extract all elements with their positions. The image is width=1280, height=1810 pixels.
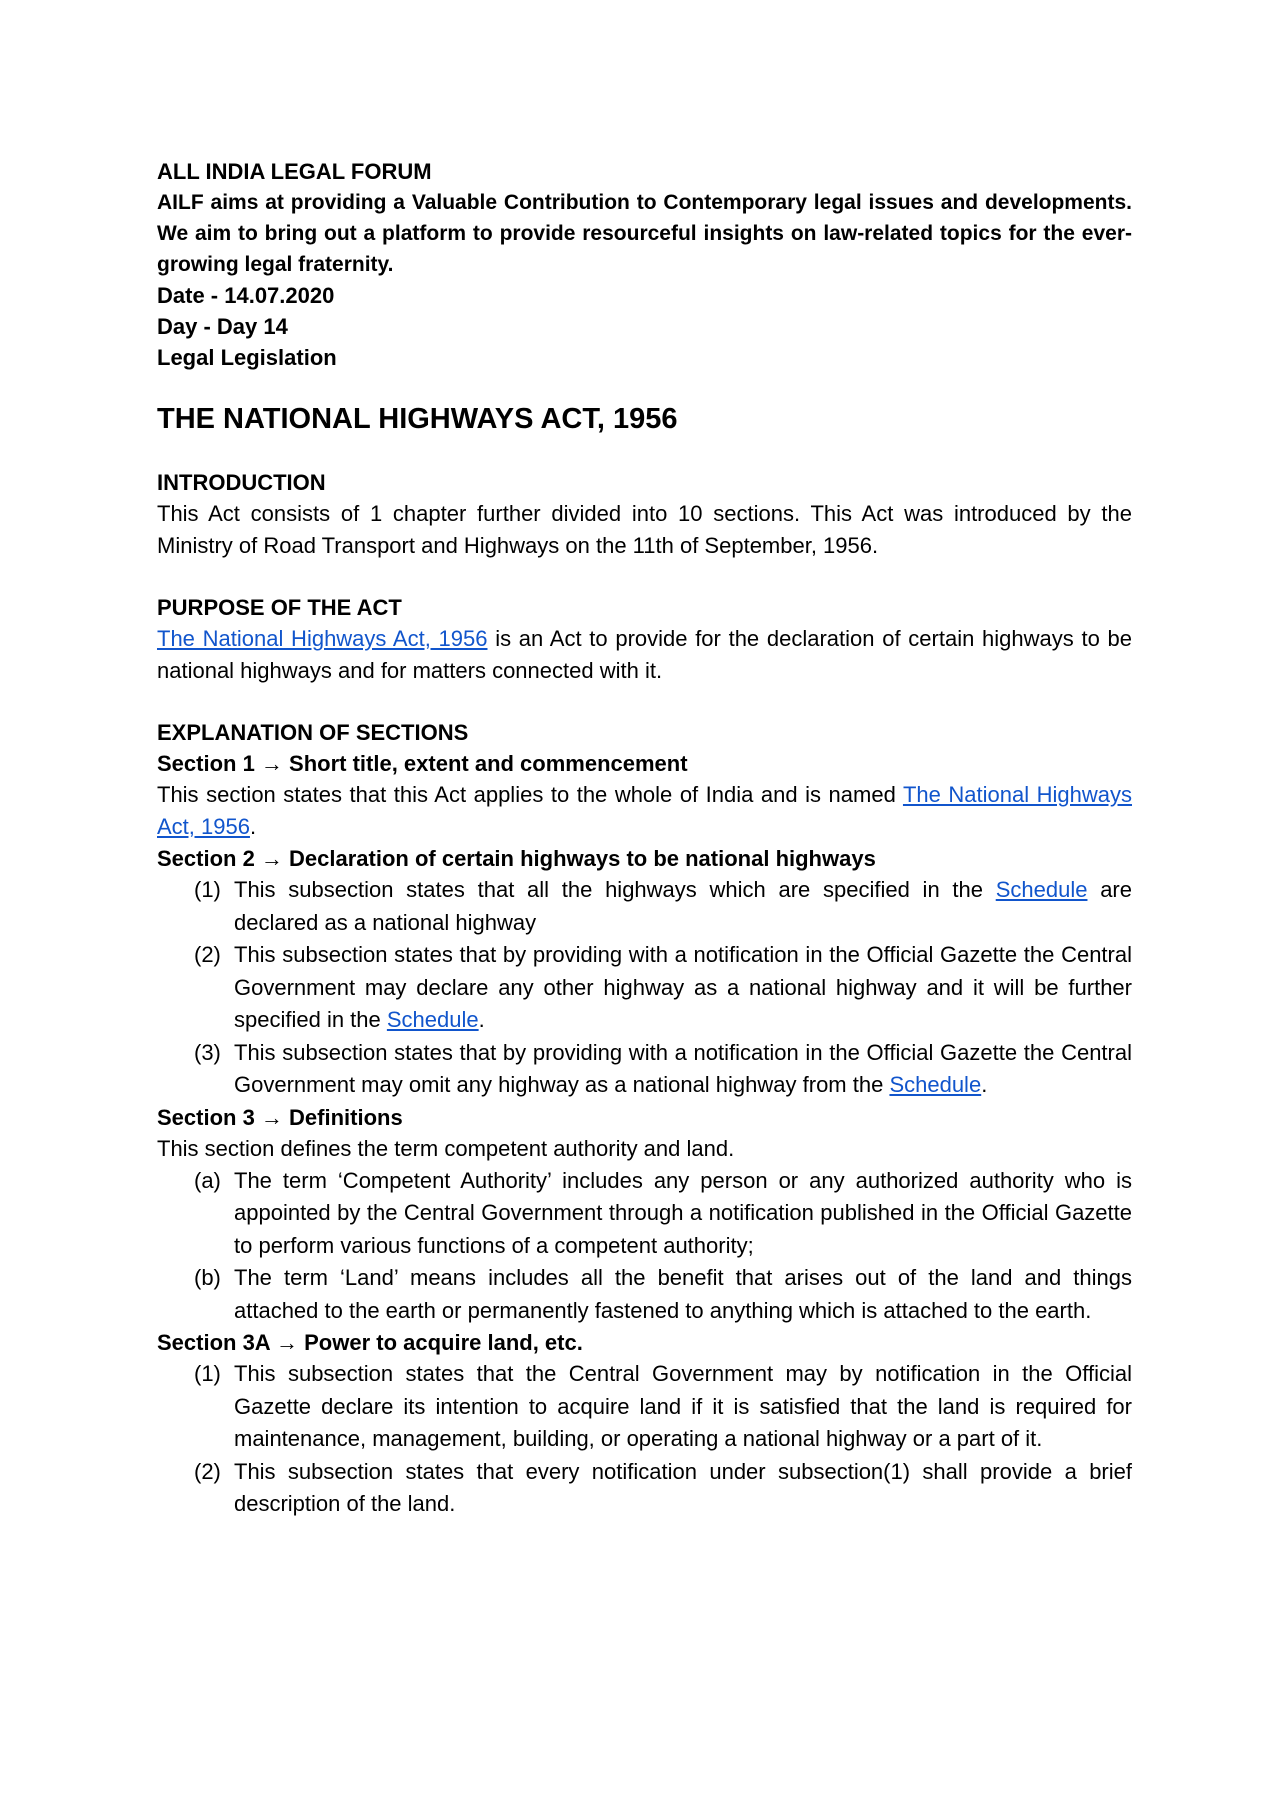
spacer	[157, 437, 1132, 467]
list-item: (2) This subsection states that by providing with a notification in the Official Gazette the Central Government may declare any other highway as a national highway and it will be further specified in the Schedule.	[157, 939, 1132, 1037]
sections-heading: EXPLANATION OF SECTIONS	[157, 720, 469, 745]
list-item: (2) This subsection states that every notification under subsection(1) shall provide a brief description of the land.	[157, 1456, 1132, 1521]
introduction-heading: INTRODUCTION	[157, 470, 326, 495]
section-2-heading: Section 2 → Declaration of certain highways to be national highways	[157, 846, 876, 871]
spacer	[157, 687, 1132, 717]
act-link[interactable]: The National Highways Act, 1956	[157, 782, 1132, 839]
purpose-text-body: is an Act to provide for the declaration of certain highways to be national highways and for matters connected with it.	[157, 626, 1132, 683]
section-3-heading: Section 3 → Definitions	[157, 1104, 403, 1130]
org-tagline: AILF aims at providing a Valuable Contribution to Contemporary legal issues and developments. We aim to bring out a platform to provide resourceful insights on law-related topics for the ever-growing legal fraternity.	[157, 191, 1132, 276]
schedule-link[interactable]: Schedule	[889, 1072, 982, 1097]
date-line: Date - 14.07.2020	[157, 283, 335, 308]
item-number: (2)	[194, 942, 221, 967]
section-3a-list	[157, 1358, 1132, 1521]
introduction-text: This Act consists of 1 chapter further divided into 10 sections. This Act was introduced by the Ministry of Road Transport and Highways on the 11th of September, 1956.	[157, 501, 1132, 558]
purpose-text	[157, 623, 1132, 687]
item-number: (3)	[194, 1039, 221, 1065]
category-line: Legal Legislation	[157, 345, 337, 370]
act-link[interactable]: The National Highways Act, 1956	[157, 626, 488, 651]
schedule-link[interactable]: Schedule	[995, 877, 1088, 902]
section-1-text: This section states that this Act applies to the whole of India and is named The National Highways Act, 1956.	[157, 782, 1132, 839]
list-item: (b) The term ‘Land’ means includes all the benefit that arises out of the land and things attached to the earth or permanently fastened to anything which is attached to the earth.	[157, 1262, 1132, 1327]
section-3a-heading: Section 3A → Power to acquire land, etc.	[157, 1330, 583, 1355]
item-letter: (a)	[194, 1167, 221, 1193]
list-item: (3) This subsection states that by providing with a notification in the Official Gazette the Central Government may omit any highway as a national highway from the Schedule.	[157, 1037, 1132, 1102]
spacer	[157, 562, 1132, 592]
section-3-list	[157, 1165, 1132, 1328]
list-item: (1) This subsection states that all the highways which are specified in the Schedule are declared as a national highway	[157, 874, 1132, 939]
item-number: (1)	[194, 877, 221, 902]
day-line: Day - Day 14	[157, 314, 288, 339]
org-name: ALL INDIA LEGAL FORUM	[157, 159, 432, 184]
spacer	[157, 373, 1132, 401]
item-number: (2)	[194, 1458, 221, 1484]
list-item: (1) This subsection states that the Central Government may by notification in the Official Gazette declare its intention to acquire land if it is satisfied that the land is required for maintenance, management, building, or operating a national highway or a part of it.	[157, 1358, 1132, 1456]
purpose-heading: PURPOSE OF THE ACT	[157, 595, 402, 620]
document-title: THE NATIONAL HIGHWAYS ACT, 1956	[157, 403, 678, 435]
section-3-text: This section defines the term competent authority and land.	[157, 1135, 735, 1161]
list-item: (a) The term ‘Competent Authority’ includes any person or any authorized authority who is appointed by the Central Government through a notification published in the Official Gazette to perform various functions of a competent authority;	[157, 1165, 1132, 1263]
item-number: (1)	[194, 1361, 221, 1386]
section-2-list	[157, 874, 1132, 1102]
section-1-heading: Section 1 → Short title, extent and commencement	[157, 751, 688, 776]
schedule-link[interactable]: Schedule	[386, 1007, 479, 1032]
item-letter: (b)	[194, 1265, 221, 1290]
